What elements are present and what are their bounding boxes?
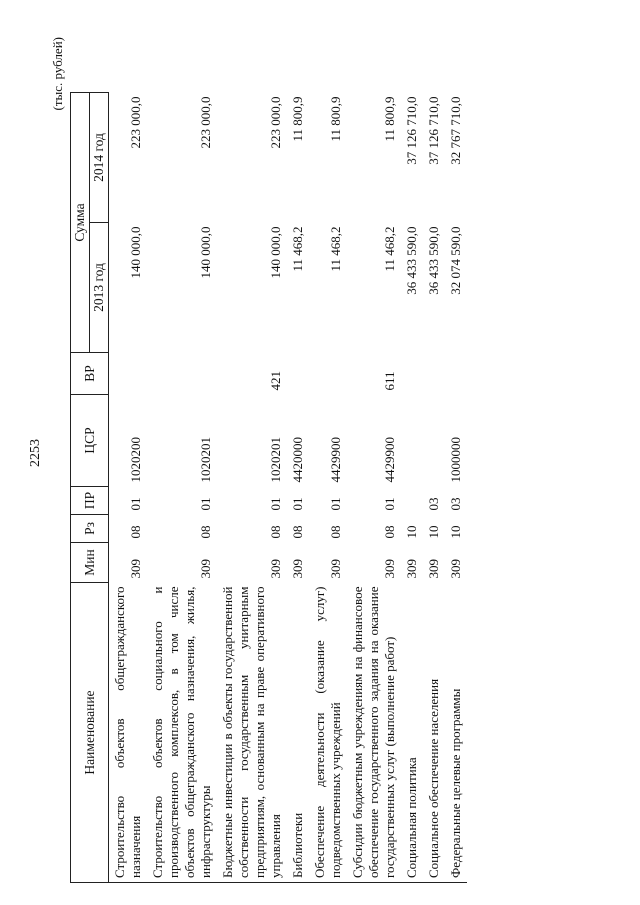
row-sum-2013: 11 468,2: [328, 226, 343, 272]
row-rz: 08: [268, 525, 283, 538]
row-pr: 03: [426, 497, 441, 510]
header-rz: Рз: [71, 514, 109, 542]
row-sum-2013: 140 000,0: [128, 226, 143, 278]
row-min: 309: [128, 558, 143, 578]
row-min: 309: [268, 558, 283, 578]
row-rz: 08: [382, 525, 397, 538]
row-vr: 421: [268, 370, 283, 390]
table-row: [217, 92, 287, 882]
document-page: [20, 23, 620, 883]
table-row: [347, 92, 401, 882]
table-row: [309, 92, 347, 882]
table-row: [109, 92, 148, 882]
row-csr: 1020200: [128, 436, 143, 482]
row-name: Социальная политика: [401, 582, 423, 882]
row-name: Субсидии бюджетным учреждениям на финансовое обеспечение государственного задания на оказание государственных услуг (выполнение работ): [347, 582, 401, 882]
row-pr: 03: [448, 497, 463, 510]
row-pr: 01: [198, 497, 213, 510]
budget-table: [70, 91, 467, 882]
row-vr: 611: [382, 370, 397, 390]
row-rz: 08: [290, 525, 305, 538]
row-pr: 01: [382, 497, 397, 510]
row-sum-2014: 37 126 710,0: [404, 95, 419, 165]
row-pr: 01: [328, 497, 343, 510]
row-csr: [423, 394, 445, 486]
row-csr: [401, 394, 423, 486]
row-vr: [287, 352, 309, 394]
page-number: 2253: [28, 438, 43, 467]
row-sum-2014: 11 800,9: [382, 95, 397, 142]
row-vr: [445, 352, 467, 394]
row-vr: [147, 352, 217, 394]
header-pr: ПР: [71, 486, 109, 514]
row-min: 309: [328, 558, 343, 578]
row-rz: 10: [448, 525, 463, 538]
table-row: [287, 92, 309, 882]
row-name: Социальное обеспечение населения: [423, 582, 445, 882]
row-sum-2013: 36 433 590,0: [426, 226, 441, 295]
header-min: Мин: [71, 542, 109, 582]
row-csr: 4420000: [290, 436, 305, 482]
row-sum-2013: 36 433 590,0: [404, 226, 419, 295]
row-csr: 4429900: [328, 436, 343, 482]
row-rz: 10: [404, 525, 419, 538]
row-sum-2014: 37 126 710,0: [426, 95, 441, 165]
row-name: Федеральные целевые программы: [445, 582, 467, 882]
row-rz: 10: [426, 525, 441, 538]
row-name: Строительство объектов общегражданского назначения: [109, 582, 148, 882]
row-sum-2014: 223 000,0: [268, 95, 283, 148]
row-min: 309: [382, 558, 397, 578]
row-sum-2013: 140 000,0: [198, 226, 213, 278]
row-rz: 08: [128, 525, 143, 538]
table-row: [423, 92, 445, 882]
row-csr: 1000000: [448, 436, 463, 482]
row-sum-2014: 32 767 710,0: [448, 95, 463, 165]
row-sum-2014: 11 800,9: [290, 95, 305, 142]
row-sum-2014: 223 000,0: [198, 95, 213, 148]
row-sum-2013: 11 468,2: [290, 226, 305, 272]
row-pr: 01: [290, 497, 305, 510]
header-csr: ЦСР: [71, 394, 109, 486]
row-min: 309: [198, 558, 213, 578]
table-row: [147, 92, 217, 882]
row-sum-2013: 32 074 590,0: [448, 226, 463, 295]
row-sum-2013: 140 000,0: [268, 226, 283, 278]
row-sum-2014: 223 000,0: [128, 95, 143, 148]
row-min: 309: [404, 558, 419, 578]
row-sum-2014: 11 800,9: [328, 95, 343, 142]
header-vr: ВР: [71, 352, 109, 394]
row-min: 309: [290, 558, 305, 578]
row-csr: 4429900: [382, 436, 397, 482]
header-2014: 2014 год: [90, 92, 109, 222]
row-pr: [401, 486, 423, 514]
row-name: Библиотеки: [287, 582, 309, 882]
row-csr: 1020201: [268, 436, 283, 482]
row-sum-2013: 11 468,2: [382, 226, 397, 272]
row-pr: 01: [128, 497, 143, 510]
row-name: Бюджетные инвестиции в объекты государственной собственности государственным унитарным предприятиям, основанным на праве оперативного управления: [217, 582, 287, 882]
table-body: [109, 92, 468, 882]
row-vr: [401, 352, 423, 394]
row-rz: 08: [328, 525, 343, 538]
row-name: Строительство объектов социального и производственного комплексов, в том числе объектов общегражданского назначения, жилья, инфраструктуры: [147, 582, 217, 882]
row-vr: [109, 352, 148, 394]
row-name: Обеспечение деятельности (оказание услуг) подведомственных учреждений: [309, 582, 347, 882]
row-csr: 1020201: [198, 436, 213, 482]
row-vr: [309, 352, 347, 394]
units-note: (тыс. рублей): [50, 36, 65, 111]
row-pr: 01: [268, 497, 283, 510]
table-row: [401, 92, 423, 882]
table-row: [445, 92, 467, 882]
header-2013: 2013 год: [90, 222, 109, 352]
table-header: [71, 92, 109, 882]
header-sum: Сумма: [71, 92, 90, 352]
row-rz: 08: [198, 525, 213, 538]
header-name: Наименование: [71, 582, 109, 882]
row-vr: [423, 352, 445, 394]
row-min: 309: [426, 558, 441, 578]
row-min: 309: [448, 558, 463, 578]
